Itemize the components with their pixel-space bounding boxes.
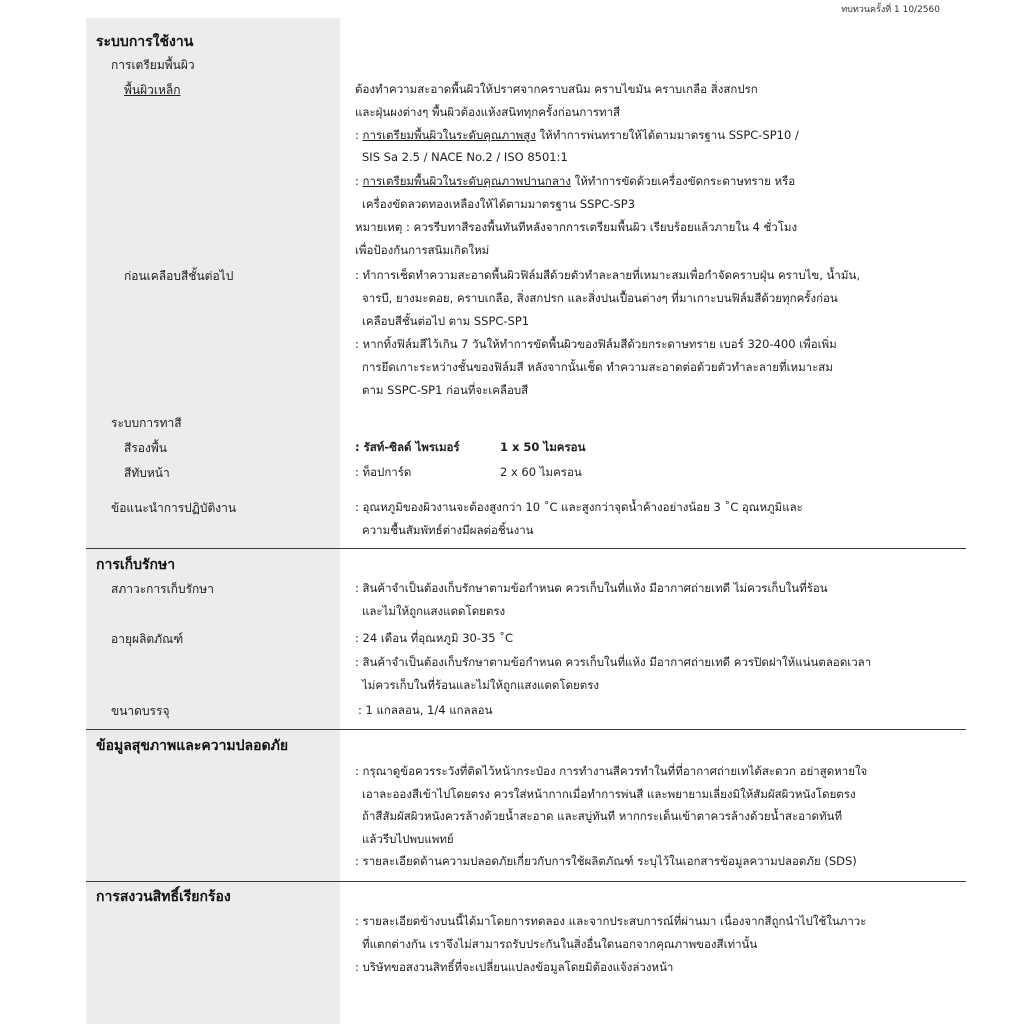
rights-line: : รายละเอียดข้างบนนี้ได้มาโดยการทดลอง และจากประสบการณ์ที่ผ่านมา เนื่องจากสีถูกนำไปใช้ในภาวะ — [355, 914, 867, 928]
before-next-line: : ทำการเช็ดทำความสะอาดพื้นผิวฟิล์มสีด้วยตัวทำละลายที่เหมาะสมเพื่อกำจัดคราบฝุ่น คราบไข, น้ำมัน, — [355, 268, 860, 282]
storage-heading: การเก็บรักษา — [96, 557, 176, 573]
rights-line: ที่แตกต่างกัน เราจึงไม่สามารถรับประกันในสิ่งอื่นใดนอกจากคุณภาพของสีเท่านั้น — [362, 937, 758, 951]
before-next-line: ตาม SSPC-SP1 ก่อนที่จะเคลือบสี — [362, 383, 529, 397]
topcoat-product: : ท็อปการ์ด — [355, 465, 412, 479]
before-next-line: จารบี, ยางมะตอย, คราบเกลือ, สิ่งสกปรก และสิ่งปนเปื้อนต่างๆ ที่มาเกาะบนฟิล์มสีด้วยทุกครั้งก่อน — [362, 291, 838, 305]
shelf-life-line: : สินค้าจำเป็นต้องเก็บรักษาตามข้อกำหนด ควรเก็บในที่แห้ง มีอากาศถ่ายเทดี ควรปิดฝาให้แน่นตลอดเวลา — [355, 655, 872, 669]
section-divider — [86, 881, 966, 882]
shelf-life-line: ไม่ควรเก็บในที่ร้อนและไม่ให้ถูกแสงแดดโดยตรง — [362, 678, 600, 692]
medium-quality-standards: เครื่องขัดลวดทองเหลืองให้ได้ตามมาตรฐาน SSPC-SP3 — [362, 197, 636, 211]
storage-condition-label: สภาวะการเก็บรักษา — [111, 582, 214, 596]
work-advice-label: ข้อแนะนำการปฏิบัติงาน — [111, 501, 237, 515]
rights-line: : บริษัทขอสงวนสิทธิ์ที่จะเปลี่ยนแปลงข้อมูลโดยมิต้องแจ้งล่วงหน้า — [355, 960, 674, 974]
section-label-panel — [86, 18, 340, 1024]
note-line: เพื่อป้องกันการสนิมเกิดใหม่ — [355, 243, 490, 257]
storage-condition-line: : สินค้าจำเป็นต้องเก็บรักษาตามข้อกำหนด ควรเก็บในที่แห้ง มีอากาศถ่ายเทดี ไม่ควรเก็บในที่ร้อน — [355, 581, 828, 595]
prefix: : — [355, 174, 363, 188]
high-quality-text: ให้ทำการพ่นทรายให้ได้ตามมาตรฐาน SSPC-SP10 / — [535, 128, 799, 142]
usage-heading: ระบบการใช้งาน — [96, 34, 194, 50]
before-next-line: เคลือบสีชั้นต่อไป ตาม SSPC-SP1 — [362, 314, 530, 328]
steel-line: ต้องทำความสะอาดพื้นผิวให้ปราศจากคราบสนิม คราบไขมัน คราบเกลือ สิ่งสกปรก — [355, 82, 758, 96]
section-divider — [86, 548, 966, 549]
steel-line: และฝุ่นผงต่างๆ พื้นผิวต้องแห้งสนิททุกครั้งก่อนการทาสี — [355, 105, 621, 119]
primer-thickness: 1 x 50 ไมครอน — [500, 440, 586, 454]
prefix: : — [355, 128, 363, 142]
shelf-life-label: อายุผลิตภัณฑ์ — [111, 632, 184, 646]
note-line: หมายเหตุ : ควรรีบทาสีรองพื้นทันทีหลังจากการเตรียมพื้นผิว เรียบร้อยแล้วภายใน 4 ชั่วโมง — [355, 220, 798, 234]
medium-quality-title: การเตรียมพื้นผิวในระดับคุณภาพปานกลาง — [362, 174, 571, 188]
paint-system-label: ระบบการทาสี — [111, 416, 182, 430]
primer-product: : รัสท์-ซิลด์ ไพรเมอร์ — [355, 440, 460, 454]
topcoat-thickness: 2 x 60 ไมครอน — [500, 465, 582, 479]
topcoat-label: สีทับหน้า — [124, 466, 170, 480]
before-next-coat-label: ก่อนเคลือบสีชั้นต่อไป — [124, 269, 234, 283]
high-quality-prep — [355, 127, 799, 145]
safety-line: : กรุณาดูข้อควรระวังที่ติดไว้หน้ากระป๋อง การทำงานสีควรทำในที่ที่อากาศถ่ายเทได้สะดวก อย่าสูดหายใจ — [355, 764, 868, 778]
storage-condition-line: และไม่ให้ถูกแสงแดดโดยตรง — [362, 604, 506, 618]
rights-heading: การสงวนสิทธิ์เรียกร้อง — [96, 889, 231, 905]
safety-line: แล้วรีบไปพบแพทย์ — [362, 832, 454, 846]
safety-heading: ข้อมูลสุขภาพและความปลอดภัย — [96, 738, 289, 754]
shelf-life-line: : 24 เดือน ที่อุณหภูมิ 30-35 ˚C — [355, 631, 514, 645]
package-size-value: : 1 แกลลอน, 1/4 แกลลอน — [358, 703, 493, 717]
high-quality-standards: SIS Sa 2.5 / NACE No.2 / ISO 8501:1 — [362, 150, 568, 164]
medium-quality-prep — [355, 173, 795, 191]
revision-note: ทบทวนครั้งที่ 1 10/2560 — [841, 5, 940, 15]
steel-surface-label: พื้นผิวเหล็ก — [124, 83, 181, 97]
safety-line: : รายละเอียดด้านความปลอดภัยเกี่ยวกับการใช้ผลิตภัณฑ์ ระบุไว้ในเอกสารข้อมูลความปลอดภัย (SDS) — [355, 854, 857, 868]
package-size-label: ขนาดบรรจุ — [111, 704, 170, 718]
work-advice-line: ความชื้นสัมพัทธ์ต่างมีผลต่อชิ้นงาน — [362, 523, 534, 537]
section-divider — [86, 729, 966, 730]
high-quality-title: การเตรียมพื้นผิวในระดับคุณภาพสูง — [362, 128, 536, 142]
safety-line: ถ้าสีสัมผัสผิวหนังควรล้างด้วยน้ำสะอาด และสบู่ทันที หากกระเด็นเข้าตาควรล้างด้วยน้ำสะอาดทันที — [362, 809, 843, 823]
before-next-line: : หากทิ้งฟิล์มสีไว้เกิน 7 วันให้ทำการขัดพื้นผิวของฟิล์มสีด้วยกระดาษทราย เบอร์ 320-400 เพื่อเพิ่ม — [355, 337, 837, 351]
medium-quality-text: ให้ทำการขัดด้วยเครื่องขัดกระดาษทราย หรือ — [570, 174, 796, 188]
work-advice-line: : อุณหภูมิของผิวงานจะต้องสูงกว่า 10 ˚C และสูงกว่าจุดน้ำค้างอย่างน้อย 3 ˚C อุณหภูมิและ — [355, 500, 803, 514]
safety-line: เอาละอองสีเข้าไปโดยตรง ควรใส่หน้ากากเมื่อทำการพ่นสี และพยายามเลี่ยงมิให้สัมผัสผิวหนังโดยตรง — [362, 787, 856, 801]
primer-label: สีรองพื้น — [124, 441, 167, 455]
surface-prep-label: การเตรียมพื้นผิว — [111, 58, 195, 72]
before-next-line: การยึดเกาะระหว่างชั้นของฟิล์มสี หลังจากนั้นเช็ด ทำความสะอาดต่อด้วยตัวทำละลายที่เหมาะสม — [362, 360, 833, 374]
